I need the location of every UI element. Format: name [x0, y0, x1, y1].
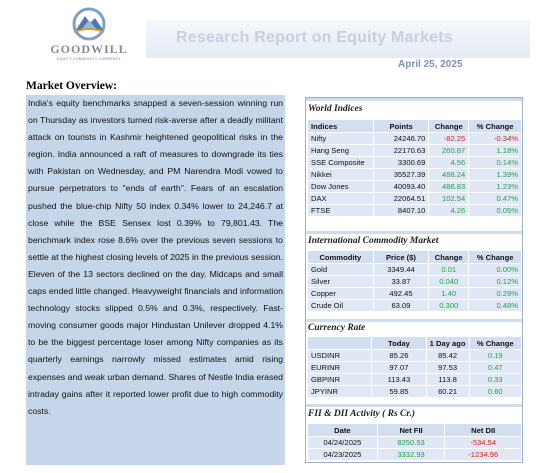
currency-pct-change: 0.60: [469, 386, 521, 398]
col-header: % Change: [469, 337, 521, 350]
index-change: -82.25: [429, 133, 469, 145]
panel-divider: [306, 98, 522, 101]
currency-pair: GBPINR: [308, 374, 372, 386]
logo-emblem-icon: [59, 6, 119, 42]
currency-header-row: [308, 337, 522, 350]
col-header: 1 Day ago: [426, 337, 469, 350]
index-name: Dow Jones: [308, 181, 374, 193]
currency-today: 59.85: [372, 386, 426, 398]
index-points: 3300.69: [373, 157, 429, 169]
index-name: Hang Seng: [308, 145, 374, 157]
panel-divider: [306, 319, 522, 322]
col-header: % Change: [469, 251, 522, 264]
table-row: [308, 300, 522, 312]
col-header: [308, 337, 372, 350]
title-banner: [146, 20, 530, 58]
market-overview-text: India's equity benchmarks snapped a seven-session winning run on Thursday as investors turned risk-averse after a deadly militant attack on tourists in Kashmir heightened geopolitical risks in the region. India announced a raft of measures to downgrade its ties with Pakistan on Wednesday, and PM Narendra Modi vowed to pursue perpetrators to "ends of earth". Fears of an escalation pushed the blue-chip Nifty 50 index 0.34% lower to 24,246.7 at close while the BSE Sensex lost 0.39% to 79,801.43. The benchmark index rose 8.6% over the previous seven sessions to settle at the highest closing levels of 2025 in the previous session. Eleven of the 13 sectors declined on the day. Midcaps and small caps ended little changed. Heavyweight financials and information technology stocks slipped 0.5% and 0.3%, respectively. Fast-moving consumer goods major Hindustan Unilever dropped 4.1% to be the biggest percentage loser among Nifty companies as its quarterly earnings narrowly missed estimates amid rising expenses and weak urban demand. Shares of Nestle India erased intraday gains after it reported lower profit due to high commodity costs.: [28, 98, 283, 416]
fii-dii-title: FII & DII Activity ( Rs Cr.): [308, 409, 416, 419]
commodity-pct-change: 0.48%: [469, 300, 522, 312]
commodity-title: International Commodity Market: [308, 236, 439, 246]
col-header: Net FII: [377, 424, 445, 437]
table-row: [308, 264, 522, 276]
currency-1-day-ago: 85.42: [426, 350, 469, 362]
commodity-change: 0.01: [429, 264, 469, 276]
net-fii: 3332.93: [377, 449, 445, 461]
index-change: 102.54: [429, 193, 469, 205]
currency-title: Currency Rate: [308, 323, 366, 333]
commodity-name: Gold: [308, 264, 374, 276]
index-points: 24246.70: [373, 133, 429, 145]
table-row: [308, 350, 522, 362]
commodity-change: 1.40: [429, 288, 469, 300]
commodity-change: 0.300: [429, 300, 469, 312]
market-data-panel: [305, 97, 523, 463]
index-points: 35527.39: [373, 169, 429, 181]
activity-date: 04/23/2025: [308, 449, 378, 461]
table-row: [308, 205, 522, 217]
commodity-table: [307, 250, 522, 312]
table-row: [308, 437, 522, 449]
report-title: Research Report on Equity Markets: [176, 29, 453, 46]
company-logo: [44, 6, 134, 66]
index-pct-change: 0.14%: [469, 157, 522, 169]
index-change: 260.87: [429, 145, 469, 157]
col-header: % Change: [469, 120, 522, 133]
index-pct-change: 0.05%: [469, 205, 522, 217]
report-date: April 25, 2025: [398, 59, 463, 70]
currency-pair: USDINR: [308, 350, 372, 362]
panel-divider: [306, 404, 522, 407]
currency-1-day-ago: 97.53: [426, 362, 469, 374]
table-row: [308, 386, 522, 398]
currency-table: [307, 336, 522, 398]
index-name: Nifty: [308, 133, 374, 145]
index-change: 486.83: [429, 181, 469, 193]
table-row: [308, 449, 522, 461]
index-pct-change: 1.23%: [469, 181, 522, 193]
currency-1-day-ago: 113.8: [426, 374, 469, 386]
commodity-change: 0.040: [429, 276, 469, 288]
index-pct-change: -0.34%: [469, 133, 522, 145]
market-overview-heading: Market Overview:: [26, 80, 118, 92]
commodity-price: 3349.44: [373, 264, 429, 276]
commodity-pct-change: 0.12%: [469, 276, 522, 288]
index-name: FTSE: [308, 205, 374, 217]
fii-dii-header-row: [308, 424, 522, 437]
index-name: Nikkei: [308, 169, 374, 181]
currency-pct-change: 0.33: [469, 374, 521, 386]
col-header: Points: [373, 120, 429, 133]
table-row: [308, 193, 522, 205]
index-points: 8407.10: [373, 205, 429, 217]
currency-1-day-ago: 60.21: [426, 386, 469, 398]
table-row: [308, 276, 522, 288]
commodity-price: 33.87: [373, 276, 429, 288]
col-header: Net DII: [445, 424, 522, 437]
index-change: 4.26: [429, 205, 469, 217]
table-row: [308, 145, 522, 157]
col-header: Date: [308, 424, 378, 437]
index-name: DAX: [308, 193, 374, 205]
currency-today: 85.26: [372, 350, 426, 362]
table-row: [308, 133, 522, 145]
commodity-pct-change: 0.00%: [469, 264, 522, 276]
world-indices-header-row: [308, 120, 522, 133]
commodity-pct-change: 0.29%: [469, 288, 522, 300]
index-points: 22170.63: [373, 145, 429, 157]
index-pct-change: 1.39%: [469, 169, 522, 181]
world-indices-table: [307, 119, 522, 217]
currency-today: 97.07: [372, 362, 426, 374]
commodity-name: Copper: [308, 288, 374, 300]
table-row: [308, 169, 522, 181]
report-header: [8, 6, 528, 70]
logo-tagline: EQUITY COMMODITY CURRENCY: [57, 57, 121, 61]
currency-pair: EURINR: [308, 362, 372, 374]
col-header: Change: [429, 120, 469, 133]
commodity-name: Silver: [308, 276, 374, 288]
commodity-name: Crude Oil: [308, 300, 374, 312]
index-points: 40093.40: [373, 181, 429, 193]
index-name: SSE Composite: [308, 157, 374, 169]
col-header: Price ($): [373, 251, 429, 264]
index-pct-change: 0.47%: [469, 193, 522, 205]
world-indices-title: World Indices: [308, 104, 363, 114]
fii-dii-table: [307, 423, 522, 461]
index-change: 4.56: [429, 157, 469, 169]
table-row: [308, 374, 522, 386]
net-fii: 8250.53: [377, 437, 445, 449]
logo-name: GOODWILL: [50, 42, 128, 56]
col-header: Commodity: [308, 251, 374, 264]
currency-today: 113.43: [372, 374, 426, 386]
col-header: Indices: [308, 120, 374, 133]
col-header: Change: [429, 251, 469, 264]
col-header: Today: [372, 337, 426, 350]
activity-date: 04/24/2025: [308, 437, 378, 449]
table-row: [308, 362, 522, 374]
currency-pct-change: 0.19: [469, 350, 521, 362]
currency-pct-change: 0.47: [469, 362, 521, 374]
index-pct-change: 1.18%: [469, 145, 522, 157]
net-dii: -534.54: [445, 437, 522, 449]
commodity-price: 63.09: [373, 300, 429, 312]
table-row: [308, 288, 522, 300]
panel-divider: [306, 231, 522, 234]
commodity-header-row: [308, 251, 522, 264]
index-points: 22064.51: [373, 193, 429, 205]
market-overview-box: [26, 95, 285, 465]
table-row: [308, 181, 522, 193]
commodity-price: 492.45: [373, 288, 429, 300]
index-change: 488.24: [429, 169, 469, 181]
table-row: [308, 157, 522, 169]
net-dii: -1234.96: [445, 449, 522, 461]
currency-pair: JPYINR: [308, 386, 372, 398]
